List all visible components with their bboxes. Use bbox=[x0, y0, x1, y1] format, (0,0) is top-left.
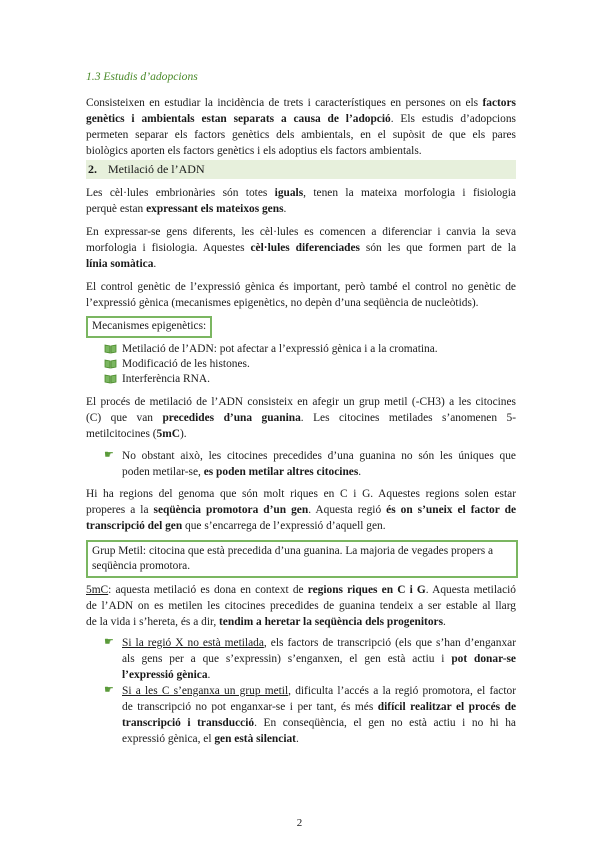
section-title: 1.3 Estudis d’adopcions bbox=[86, 70, 198, 83]
section-number: 2. bbox=[88, 162, 97, 176]
methyl-group-box: Grup Metil: citocina que està precedida d’una guanina. La majoria de vegades propers a seqüència promotora. bbox=[86, 540, 518, 578]
pointing-hand-icon: ☛ bbox=[104, 449, 114, 461]
text-line: Hi ha regions del genoma que són molt riques en C i G. Aquestes regions solen estar bbox=[86, 488, 516, 500]
text-line: Consisteixen en estudiar la incidència de trets i característiques en persones on els factors bbox=[86, 97, 516, 109]
text-line: No obstant això, les citocines precedides d’una guanina no són les úniques que bbox=[122, 450, 516, 462]
text-line: (C) que van precedides d’una guanina. Les citocines metilades s’anomenen 5- bbox=[86, 412, 516, 424]
epigenetic-mechanisms-box: Mecanismes epigenètics: bbox=[86, 316, 212, 338]
text-line: En expressar-se gens diferents, les cèl·lules es comencen a diferenciar i canvia la seva bbox=[86, 226, 516, 238]
text-line: poden metilar-se, es poden metilar altres citocines. bbox=[122, 466, 362, 478]
list-item-text: Interferència RNA. bbox=[122, 373, 210, 385]
text-line: genètics i ambientals estan separats a causa de l’adopció. Els estudis d’adopcions bbox=[86, 113, 516, 125]
bullet-list bbox=[104, 448, 516, 480]
text-line: Les cèl·lules embrionàries són totes iguals, tenen la mateixa morfologia i fisiologia bbox=[86, 187, 516, 199]
text-line: de transcripció no pot enganxar-se i per tant, és més difícil realitzar el procés de bbox=[122, 701, 516, 713]
text-line: l’expressió gènica (mecanismes epigenètics, no depèn d’una seqüència de nucleòtids). bbox=[86, 297, 479, 309]
list-item bbox=[104, 635, 516, 683]
text-line: de la vida i s’hereta, és a dir, tendim a heretar la seqüència dels progenitors. bbox=[86, 616, 446, 628]
text-line: als gens per a que s’expressin) s’enganxen, el gen està actiu i pot donar-se bbox=[122, 653, 516, 665]
page-number: 2 bbox=[296, 817, 303, 829]
paragraph bbox=[86, 279, 516, 311]
list-item bbox=[104, 448, 516, 480]
list-item-text: Metilació de l’ADN: pot afectar a l’expressió gènica i a la cromatina. bbox=[122, 343, 438, 355]
text-line: transcripció del gen que s’encarrega de l’expressió d’aquell gen. bbox=[86, 520, 386, 532]
list-item-text: Modificació de les histones. bbox=[122, 358, 250, 370]
section-heading bbox=[86, 160, 516, 179]
text-line: de l’ADN on es metilen les citocines precedides de guanina tendeix a ser estable al llarg bbox=[86, 600, 516, 612]
book-icon bbox=[104, 344, 117, 354]
mechanisms-list bbox=[104, 342, 516, 387]
text-line: perquè estan expressant els mateixos gens. bbox=[86, 203, 287, 215]
text-line: transcripció i transducció. En conseqüència, el gen no està actiu i no hi ha bbox=[122, 717, 516, 729]
bullet-list bbox=[104, 635, 516, 747]
paragraph bbox=[86, 185, 516, 217]
list-item bbox=[104, 357, 516, 372]
text-line: morfologia i fisiologia. Aquestes cèl·lules diferenciades són les que formen part de la bbox=[86, 242, 517, 254]
list-item bbox=[104, 683, 516, 747]
paragraph bbox=[86, 582, 516, 630]
text-line: expressió gènica, el gen està silenciat. bbox=[122, 733, 299, 745]
text-line: permeten separar els factors genètics dels ambientals, en el supòsit de que els pares bbox=[86, 129, 516, 141]
adoption-paragraph bbox=[86, 95, 516, 159]
text-line: Si la regió X no està metilada, els factors de transcripció (els que s’han d’enganxar bbox=[122, 637, 516, 649]
text-line: El control genètic de l’expressió gènica és important, però també el control no genètic de bbox=[86, 281, 516, 293]
section-heading-title: Metilació de l’ADN bbox=[108, 162, 205, 176]
paragraph bbox=[86, 394, 516, 442]
text-line: El procés de metilació de l’ADN consisteix en afegir un grup metil (-CH3) a les citocines bbox=[86, 396, 516, 408]
pointing-hand-icon: ☛ bbox=[104, 684, 114, 696]
list-item bbox=[104, 372, 516, 387]
pointing-hand-icon: ☛ bbox=[104, 636, 114, 648]
text-line: biològics aporten els factors genètics i els adoptius els factors ambientals. bbox=[86, 145, 422, 157]
text-line: l’expressió gènica. bbox=[122, 669, 211, 681]
text-line: metilcitocines (5mC). bbox=[86, 428, 187, 440]
text-line: properes a la seqüència promotora d’un gen. Aquesta regió és on s’uneix el factor de bbox=[86, 504, 516, 516]
book-icon bbox=[104, 359, 117, 369]
text-line: línia somàtica. bbox=[86, 258, 157, 270]
list-item bbox=[104, 342, 516, 357]
paragraph bbox=[86, 486, 516, 534]
book-icon bbox=[104, 374, 117, 384]
text-line: 5mC: aquesta metilació es dona en context de regions riques en C i G. Aquesta metilació bbox=[86, 584, 516, 596]
paragraph bbox=[86, 224, 516, 272]
text-line: Si a les C s’enganxa un grup metil, dificulta l’accés a la regió promotora, el factor bbox=[122, 685, 516, 697]
